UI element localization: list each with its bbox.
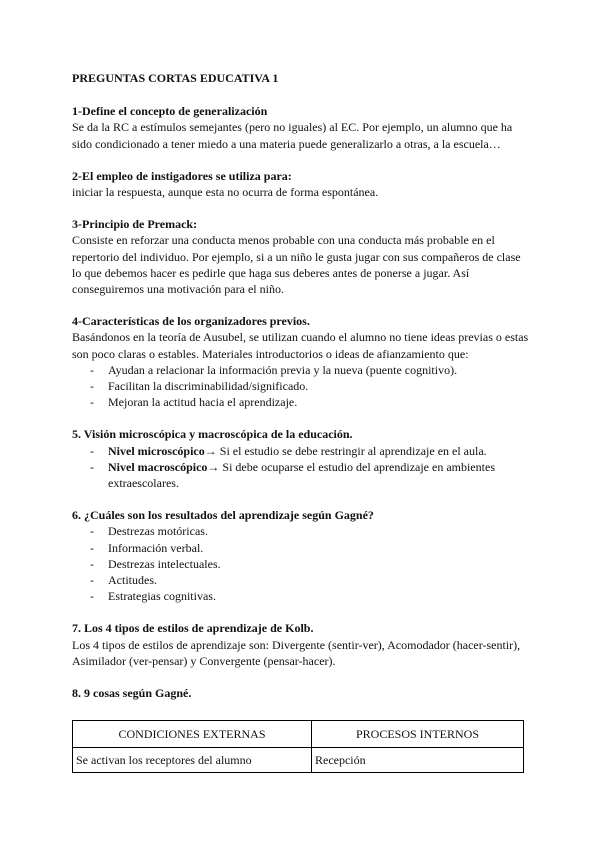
list-item: - Actitudes. [72, 572, 532, 588]
section-heading: 2-El empleo de instigadores se utiliza para: [72, 168, 292, 183]
table-row [73, 748, 524, 773]
section-text: Los 4 tipos de estilos de aprendizaje son: Divergente (sentir-ver), Acomodador (hacer-sentir), Asimilador (ver-pensar) y Convergente (pensar-hacer). [72, 637, 521, 668]
section-text: Se da la RC a estímulos semejantes (pero no iguales) al EC. Por ejemplo, un alumno que ha sido condicionado a tener miedo a una materia puede generalizarlo a otras, a la escuela… [72, 120, 513, 151]
term-description: Si debe ocuparse el estudio del aprendizaje en ambientes extraescolares. [108, 459, 495, 491]
section-heading: 7. Los 4 tipos de estilos de aprendizaje de Kolb. [72, 621, 314, 636]
column-header: PROCESOS INTERNOS [312, 721, 524, 748]
section-estilos-kolb [72, 620, 532, 669]
section-resultados-gagne [72, 507, 532, 604]
list-item: - Información verbal. [72, 540, 532, 556]
section-text: Consiste en reforzar una conducta menos probable con una conducta más probable en el repertorio del individuo. Por ejemplo, si a un niño le gusta jugar con sus compañeros de clase lo que debemos hacer es pedirle que haga sus deberes antes de ponerse a jugar. Así conseguiremos una motivación para el niño. [72, 233, 521, 297]
section-generalizacion [72, 103, 532, 152]
term-label: Nivel macroscópico [108, 459, 208, 474]
arrow-icon: → [204, 443, 217, 458]
term-description: Si el estudio se debe restringir al aprendizaje en el aula. [216, 443, 487, 458]
section-heading: 8. 9 cosas según Gagné. [72, 686, 192, 701]
term-label: Nivel microscópico [108, 443, 205, 458]
section-heading: 6. ¿Cuáles son los resultados del aprendizaje según Gagné? [72, 508, 374, 523]
column-header: CONDICIONES EXTERNAS [73, 721, 312, 748]
section-heading: 5. Visión microscópica y macroscópica de la educación. [72, 427, 353, 442]
table-header-row [73, 721, 524, 748]
section-instigadores [72, 168, 532, 200]
section-heading: 3-Principio de Premack: [72, 217, 198, 232]
list-item: - Destrezas motóricas. [72, 523, 532, 539]
section-heading: 1-Define el concepto de generalización [72, 104, 268, 119]
list-item [72, 459, 532, 491]
list-item: - Facilitan la discriminabilidad/significado. [72, 378, 532, 394]
section-heading: 4-Características de los organizadores previos. [72, 314, 310, 329]
document-content [72, 70, 532, 789]
section-vision-educacion [72, 426, 532, 491]
list-item: - Destrezas intelectuales. [72, 556, 532, 572]
bullet-list [72, 443, 532, 492]
gagne-table [72, 720, 524, 773]
arrow-icon: → [207, 459, 220, 474]
list-item: - Ayudan a relacionar la información previa y la nueva (puente cognitivo). [72, 362, 532, 378]
list-item: - Mejoran la actitud hacia el aprendizaje. [72, 394, 532, 410]
section-organizadores-previos [72, 313, 532, 410]
table-cell: Se activan los receptores del alumno [73, 748, 312, 773]
section-text: Basándonos en la teoría de Ausubel, se utilizan cuando el alumno no tiene ideas previas o estas son poco claras o estables. Materiales introductorios o ideas de afianzamiento que: [72, 330, 529, 361]
bullet-list [72, 362, 532, 411]
section-premack [72, 216, 532, 297]
section-text: iniciar la respuesta, aunque esta no ocurra de forma espontánea. [72, 185, 379, 200]
section-9-cosas-gagne [72, 685, 532, 773]
bullet-list [72, 523, 532, 604]
list-item: - Estrategias cognitivas. [72, 588, 532, 604]
document-title: PREGUNTAS CORTAS EDUCATIVA 1 [72, 71, 279, 85]
list-item [72, 443, 532, 459]
table-cell: Recepción [312, 748, 524, 773]
